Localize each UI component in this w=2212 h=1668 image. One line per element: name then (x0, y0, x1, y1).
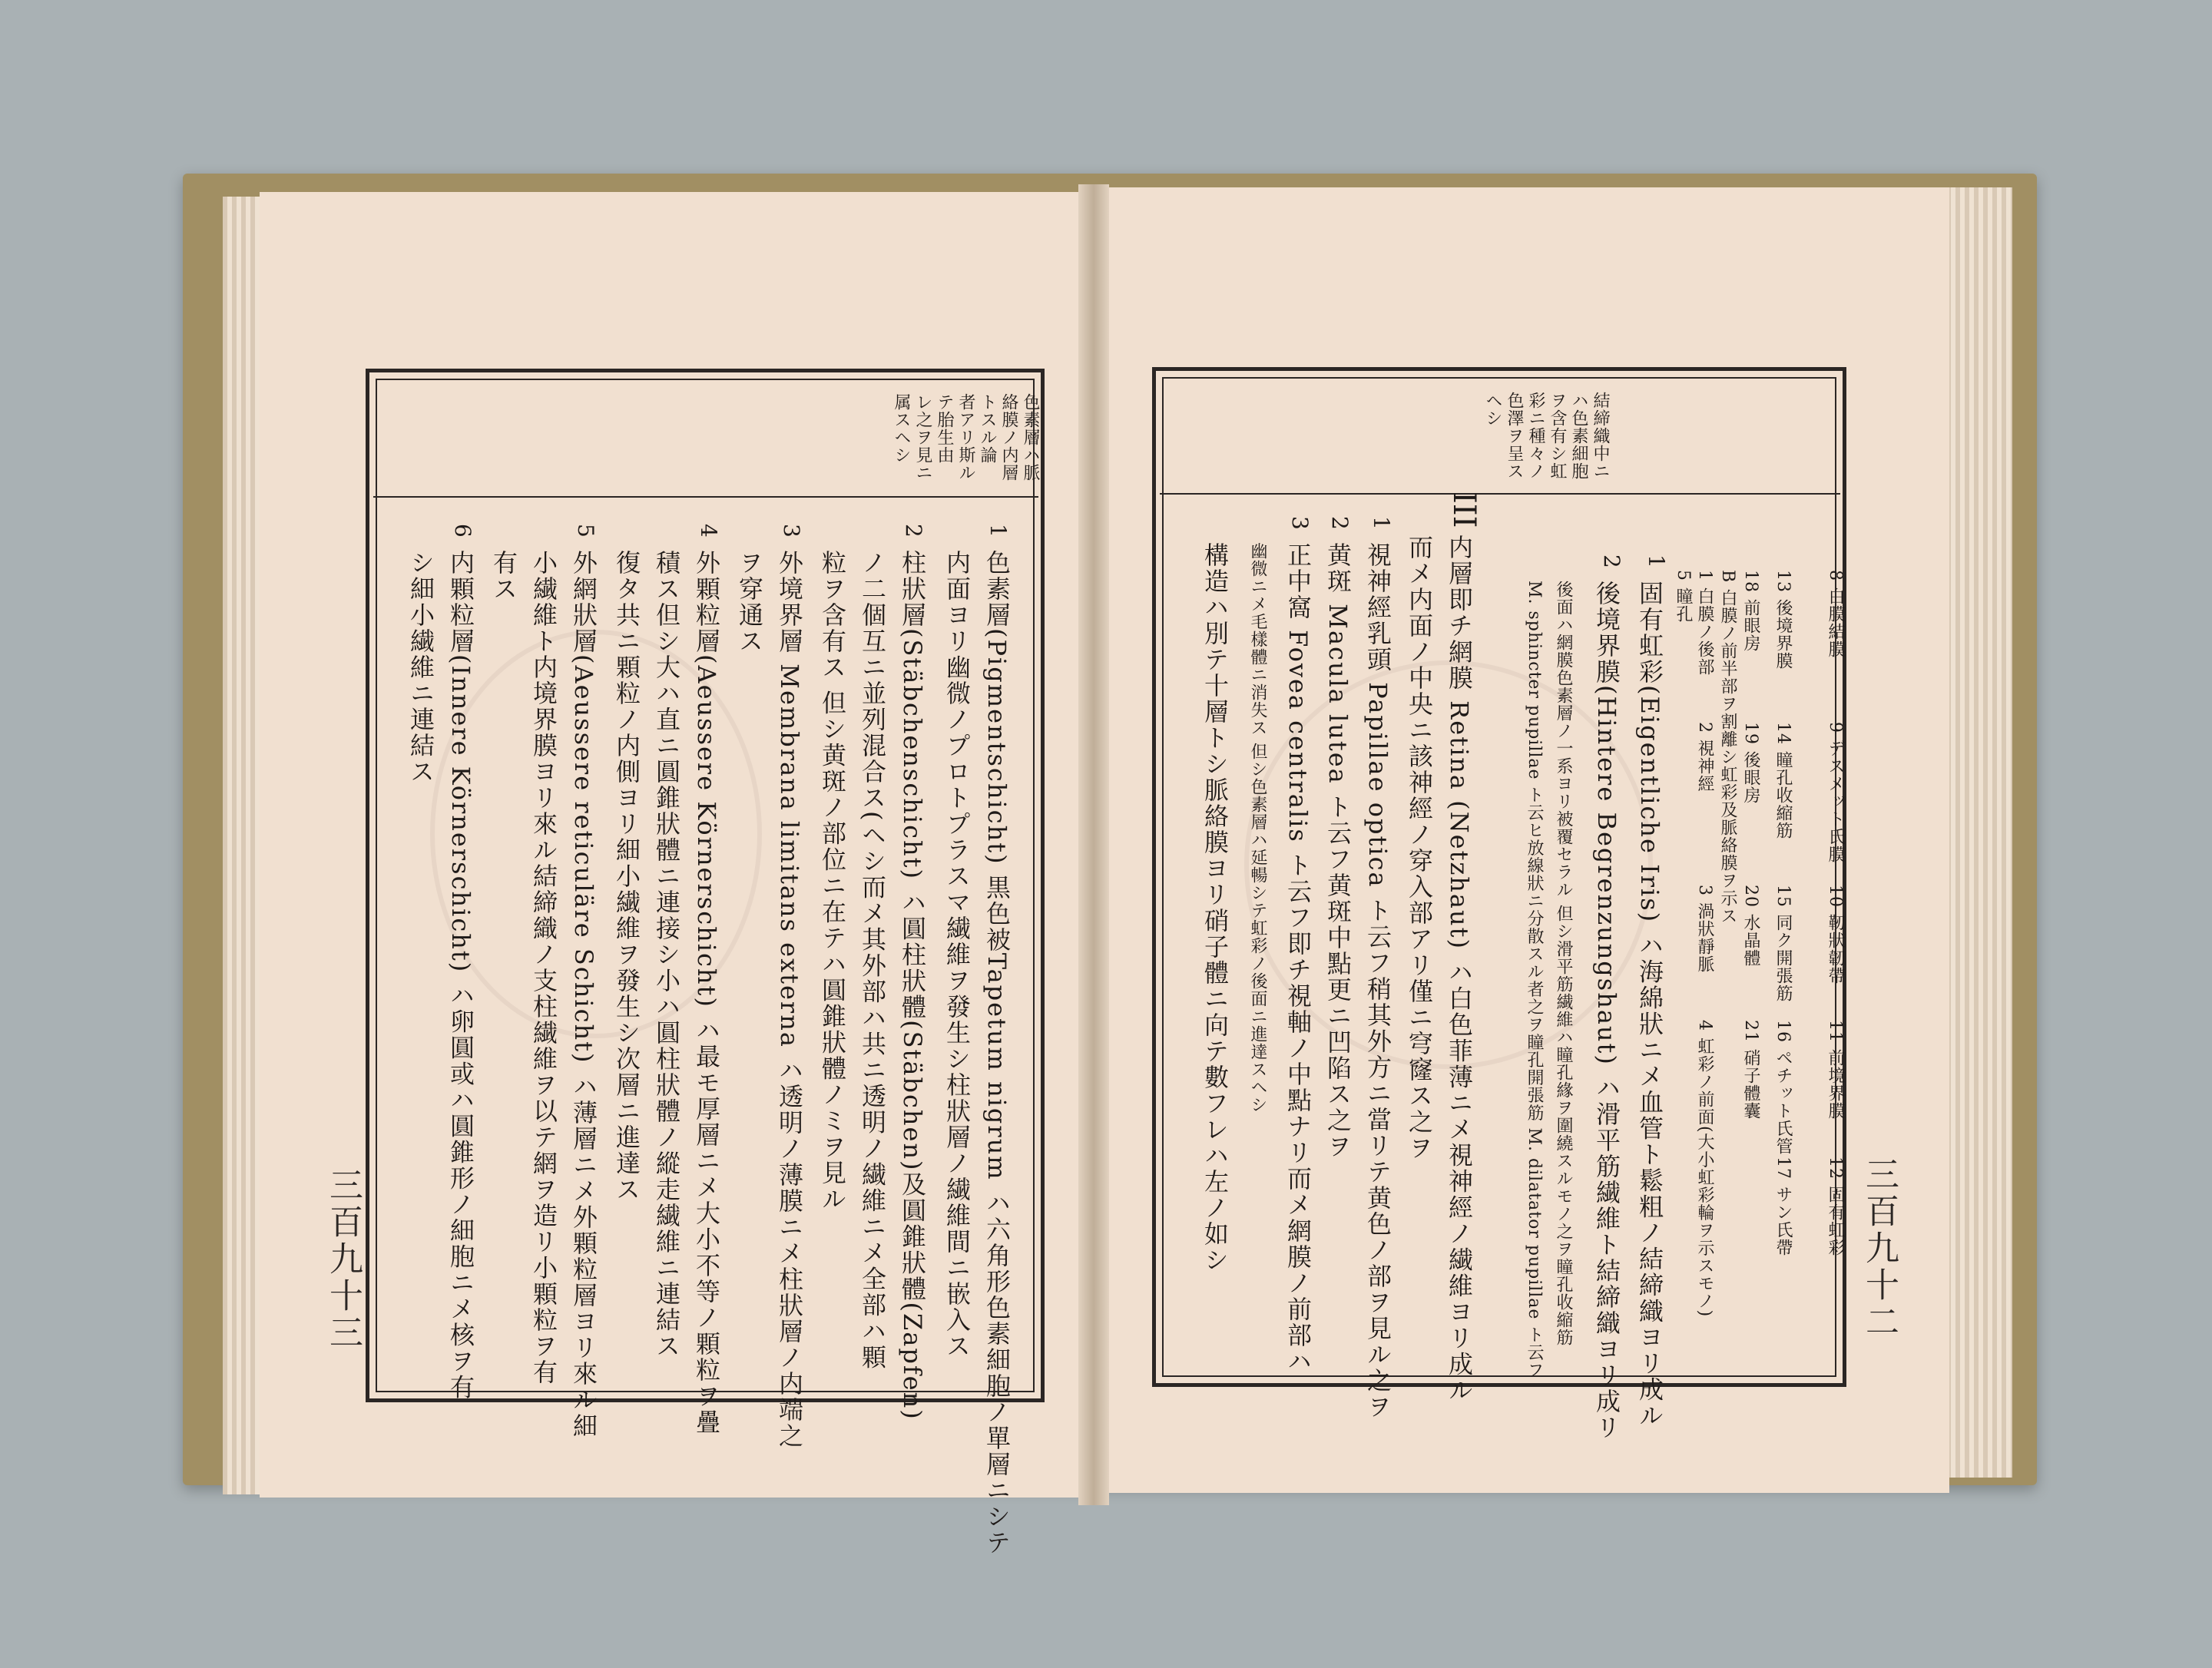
text-column: 色素層(Pigmentschicht) 黒色被Tapetum nigrum ハ六角形色素細胞ノ單層ニシテ (982, 550, 1012, 1556)
legend-item: 5 瞳孔 (1674, 570, 1693, 623)
text-column: 後面ハ網膜色素層ノ一系ヨリ被覆セラル 但シ滑平筋繊維ハ瞳孔緣ヲ圍繞スルモノ之ヲ瞳孔收縮筋 (1554, 581, 1573, 1346)
item-number: 5 (573, 524, 598, 538)
item-number: 1 (1369, 516, 1394, 530)
text-column: 黄斑 Macula lutea ト云フ黄斑中點更ニ凹陷ス之ヲ (1323, 542, 1353, 1160)
margin-note-line: ヲ含有シ虹 (1548, 392, 1567, 480)
text-column: ヲ穿通ス (735, 550, 764, 654)
margin-note-line: ハ色素細胞 (1569, 392, 1588, 480)
text-column: 内層即チ網膜 Retina (Netzhaut) ハ白色菲薄ニメ視神經ノ繊維ヨリ成ル (1445, 534, 1474, 1404)
text-column: 構造ハ別テ十層トシ脈絡膜ヨリ硝子體ニ向テ數フレハ左ノ如シ (1200, 542, 1230, 1273)
right-frame-divider (1160, 493, 1840, 495)
legend-item: 2 視神經 (1695, 722, 1714, 793)
item-number: 3 (779, 524, 804, 538)
item-number: 3 (1287, 516, 1313, 530)
legend-item: B 白膜ノ前半部ヲ割離シ虹彩及脈絡膜ヲ示ス (1718, 570, 1737, 925)
text-column: 柱狀層(Stäbchenschicht) ハ圓柱狀體(Stäbchen)及圓錐狀體(Zapfen) (898, 550, 927, 1421)
margin-note-line: 色澤ヲ呈ス (1505, 392, 1524, 480)
margin-note-line: トスル論 (978, 393, 997, 464)
item-number: 1 (985, 524, 1011, 538)
legend-item: 16 ペチット氏管 (1773, 1020, 1793, 1155)
text-column: 後境界膜(Hintere Begrenzungshaut) ハ滑平筋繊維ト結締織ヨリ成リ (1592, 581, 1621, 1441)
text-column: 外網狀層(Aeussere reticuläre Schicht) ハ薄層ニメ外顆粒層ヨリ來ル細 (569, 550, 598, 1439)
text-column: 有ス (489, 550, 518, 602)
legend-item: 13 後境界膜 (1773, 570, 1793, 670)
text-column: M. sphincter pupillae ト云ヒ放線狀ニ分散スル者之ヲ瞳孔開張筋 M. dilatator pupillae ト云フ (1525, 581, 1544, 1379)
margin-note-line: 絡膜ノ内層 (999, 393, 1018, 482)
legend-item: 8 白膜結膜 (1826, 570, 1845, 658)
item-number: 1 (1644, 554, 1669, 568)
item-number: III (1446, 491, 1482, 528)
legend-item: 15 同ク開張筋 (1773, 885, 1793, 1002)
text-column: 小繊維ト内境界膜ヨリ來ル結締織ノ支柱繊維ヲ以テ網ヲ造リ小顆粒ヲ有 (529, 550, 558, 1385)
text-column: 復タ共ニ顆粒ノ内側ヨリ細小繊維ヲ發生シ次層ニ進達ス (612, 550, 641, 1203)
item-number: 6 (450, 524, 475, 538)
item-number: 4 (696, 524, 721, 538)
margin-note-line: 者アリ斯ル (956, 393, 975, 482)
legend-item: 11 前境界膜 (1826, 1020, 1845, 1120)
legend-item: 9 デスメット氏膜 (1826, 722, 1845, 863)
page-stack-right (1946, 187, 2012, 1478)
text-column: 内面ヨリ幽微ノプロトプラスマ繊維ヲ發生シ柱狀層ノ繊維間ニ嵌入ス (942, 550, 972, 1359)
page-number-left: 三百九十三 (323, 1167, 363, 1352)
text-column: 外境界層 Membrana limitans externa ハ透明ノ薄膜ニメ柱狀層ノ内端之 (775, 550, 804, 1450)
text-column: 粒ヲ含有ス 但シ黄斑ノ部位ニ在テハ圓錐狀體ノミヲ見ル (818, 550, 847, 1213)
text-column: 幽微ニメ毛樣體ニ消失ス 但シ色素層ハ延暢シテ虹彩ノ後面ニ進達スヘシ (1248, 542, 1267, 1114)
text-column: 内顆粒層(Innere Körnerschicht) ハ卵圓或ハ圓錐形ノ細胞ニメ核ヲ有 (446, 550, 475, 1401)
legend-item: 12 固有虹彩 (1826, 1157, 1845, 1256)
text-column: 積ス但シ大ハ直ニ圓錐狀體ニ連接シ小ハ圓柱狀體ノ縱走繊維ニ連結ス (652, 550, 681, 1359)
book-gutter (1078, 184, 1109, 1505)
margin-note-line: 色素層ハ脈 (1021, 393, 1040, 482)
item-number: 2 (1327, 516, 1353, 530)
text-column: シ細小繊維ニ連結ス (406, 550, 435, 785)
item-number: 2 (901, 524, 926, 538)
legend-item: 20 水晶體 (1741, 885, 1760, 967)
legend-item: 3 渦狀靜脈 (1695, 885, 1714, 973)
left-frame-divider (373, 496, 1038, 498)
text-column: ノ二個互ニ並列混合ス(ヘシ而メ其外部ハ共ニ透明ノ繊維ニメ全部ハ顆 (858, 550, 887, 1371)
legend-item: 17 サン氏帶 (1773, 1157, 1793, 1256)
legend-item: 4 虹彩ノ前面(大小虹彩輪ヲ示スモノ) (1695, 1020, 1714, 1318)
legend-item: 19 後眼房 (1741, 722, 1760, 804)
margin-note-line: 属スヘシ (892, 393, 911, 464)
text-column: 外顆粒層(Aeussere Körnerschicht) ハ最モ厚層ニメ大小不等ノ顆粒ヲ疊 (692, 550, 721, 1436)
legend-item: 1 白膜ノ後部 (1695, 570, 1714, 676)
legend-item: 18 前眼房 (1741, 570, 1760, 652)
margin-note-line: レ之ヲ見ニ (913, 393, 932, 482)
item-number: 2 (1599, 554, 1624, 568)
page-number-right: 三百九十二 (1859, 1157, 1899, 1341)
text-column: 正中窩 Fovea centralis ト云フ即チ視軸ノ中點ナリ而メ網膜ノ前部ハ (1283, 542, 1313, 1375)
margin-note-line: 彩ニ種々ノ (1526, 392, 1545, 480)
text-column: 視神經乳頭 Papillae optica ト云フ稍其外方ニ當リテ黄色ノ部ヲ見ル之ヲ (1363, 542, 1392, 1420)
text-column: 固有虹彩(Eigentliche Iris) ハ海綿狀ニメ血管ト鬆粗ノ結締織ヨリ成ル (1635, 581, 1664, 1429)
margin-note-line: ヘシ (1483, 392, 1502, 427)
legend-item: 10 靭狀韌帶 (1826, 885, 1845, 985)
margin-note-line: テ胎生由 (935, 393, 954, 464)
legend-item: 21 硝子體囊 (1741, 1020, 1760, 1120)
legend-item: 14 瞳孔收縮筋 (1773, 722, 1793, 839)
page-stack-left (223, 197, 260, 1494)
text-column: 而メ内面ノ中央ニ該神經ノ穿入部アリ僅ニ穹窿ス之ヲ (1405, 534, 1434, 1161)
margin-note-line: 結締織中ニ (1591, 392, 1610, 480)
